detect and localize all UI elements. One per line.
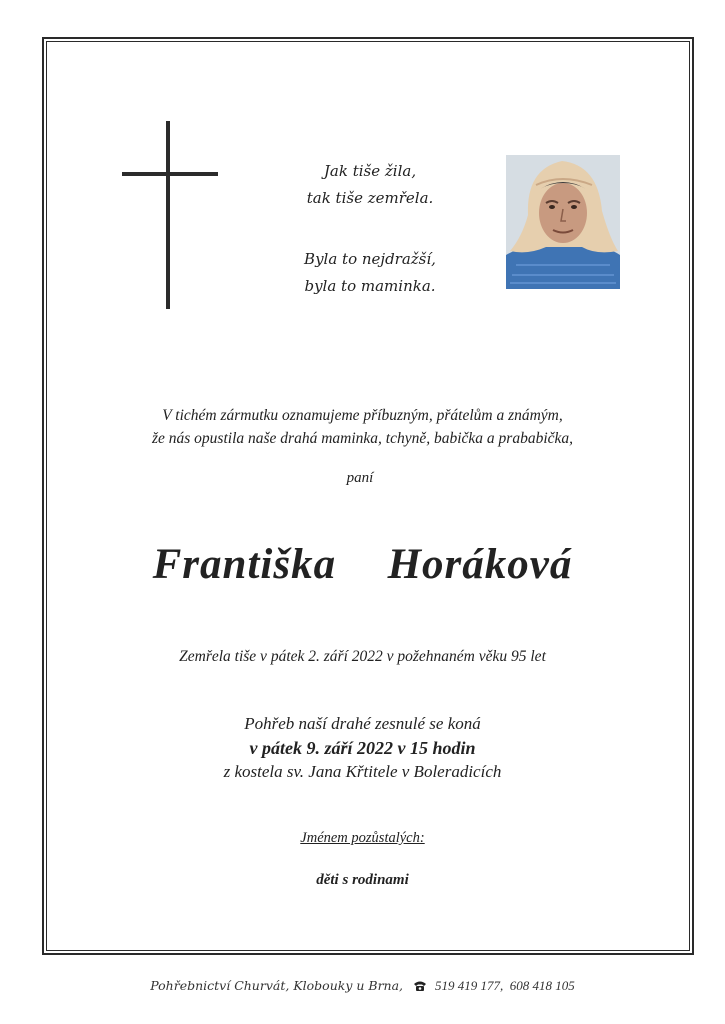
poem-line: byla to maminka. (304, 277, 436, 295)
portrait-photo (506, 155, 620, 289)
death-notice: Zemřela tiše v pátek 2. září 2022 v požehnaném věku 95 let (179, 648, 546, 665)
phone-numbers: 519 419 177, 608 418 105 (435, 978, 575, 993)
funeral-location: z kostela sv. Jana Křtitele v Boleradicích (223, 762, 502, 781)
announcement-line: V tichém zármutku oznamujeme příbuzným, přátelům a známým, (162, 407, 563, 424)
poem-line: Jak tiše žila, (323, 162, 417, 180)
funeral-info (100, 712, 625, 784)
poem (265, 158, 475, 300)
poem-line: tak tiše zemřela. (306, 189, 434, 207)
title-word: paní (346, 470, 374, 486)
phone-icon (413, 980, 427, 995)
deceased-name: Františka Horáková (152, 541, 573, 588)
poem-line: Byla to nejdražší, (304, 250, 436, 268)
funeral-datetime: v pátek 9. září 2022 v 15 hodin (249, 738, 476, 758)
footer (100, 978, 625, 995)
family-signature: děti s rodinami (316, 872, 409, 888)
funeral-intro: Pohřeb naší drahé zesnulé se koná (244, 714, 481, 733)
announcement-line: že nás opustila naše drahá maminka, tchyně, babička a prababička, (151, 430, 574, 447)
on-behalf-label: Jménem pozůstalých: (300, 830, 425, 846)
announcement-text (100, 404, 625, 450)
funeral-company: Pohřebnictví Churvát, Klobouky u Brna, (150, 978, 404, 993)
cross-icon (122, 121, 218, 309)
